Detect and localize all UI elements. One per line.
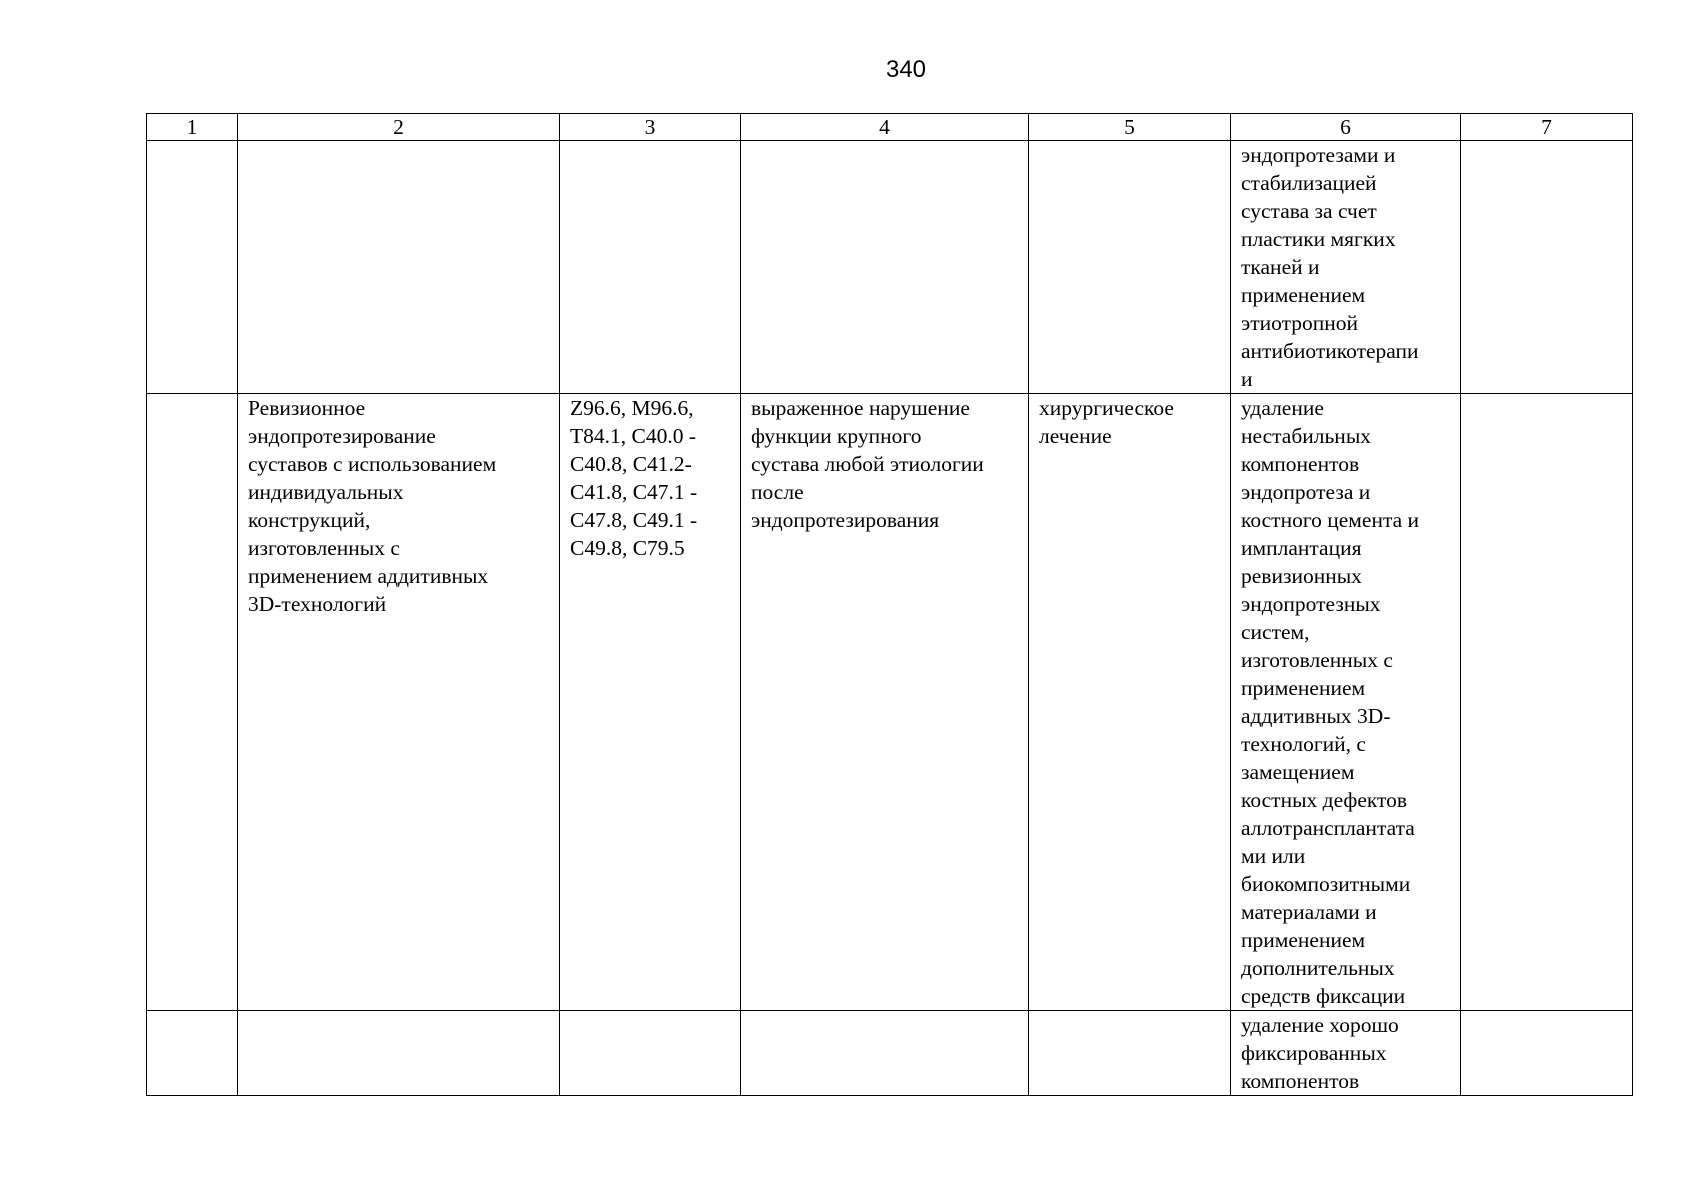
table-cell: [147, 1011, 238, 1096]
table-header-row: [147, 114, 1633, 141]
column-header-7: 7: [1461, 114, 1633, 141]
column-header-5: 5: [1029, 114, 1231, 141]
table-cell: хирургическое лечение: [1029, 394, 1231, 1011]
column-header-3: 3: [560, 114, 741, 141]
table-cell: [560, 1011, 741, 1096]
table-cell: [1029, 1011, 1231, 1096]
table-cell: [1461, 141, 1633, 394]
table-cell: [238, 1011, 560, 1096]
table-cell: [741, 1011, 1029, 1096]
table-cell: [1461, 394, 1633, 1011]
table-cell: [1461, 1011, 1633, 1096]
table-row: [147, 141, 1633, 394]
table-row: [147, 394, 1633, 1011]
table-cell: Ревизионное эндопротезирование суставов с использованием индивидуальных конструкций, изготовленных с применением аддитивных 3D-технологий: [238, 394, 560, 1011]
document-table: [146, 113, 1633, 1096]
table-cell: выраженное нарушение функции крупного сустава любой этиологии после эндопротезирования: [741, 394, 1029, 1011]
column-header-6: 6: [1231, 114, 1461, 141]
table-cell: [1029, 141, 1231, 394]
table-cell: эндопротезами и стабилизацией сустава за счет пластики мягких тканей и применением этиотропной антибиотикотерапи и: [1231, 141, 1461, 394]
table-cell: удаление нестабильных компонентов эндопротеза и костного цемента и имплантация ревизионных эндопротезных систем, изготовленных с применением аддитивных 3D- технологий, с замещением костных дефектов аллотрансплантата ми или биокомпозитными материалами и применением дополнительных средств фиксации: [1231, 394, 1461, 1011]
column-header-4: 4: [741, 114, 1029, 141]
page-number: 340: [885, 56, 927, 83]
table-cell: [238, 141, 560, 394]
table-cell: [560, 141, 741, 394]
table-cell: удаление хорошо фиксированных компонентов: [1231, 1011, 1461, 1096]
table-cell: [147, 141, 238, 394]
table-cell: Z96.6, M96.6, T84.1, C40.0 - C40.8, C41.2- C41.8, C47.1 - C47.8, C49.1 - C49.8, C79.5: [560, 394, 741, 1011]
table-cell: [147, 394, 238, 1011]
column-header-1: 1: [147, 114, 238, 141]
table-row: [147, 1011, 1633, 1096]
column-header-2: 2: [238, 114, 560, 141]
table-cell: [741, 141, 1029, 394]
